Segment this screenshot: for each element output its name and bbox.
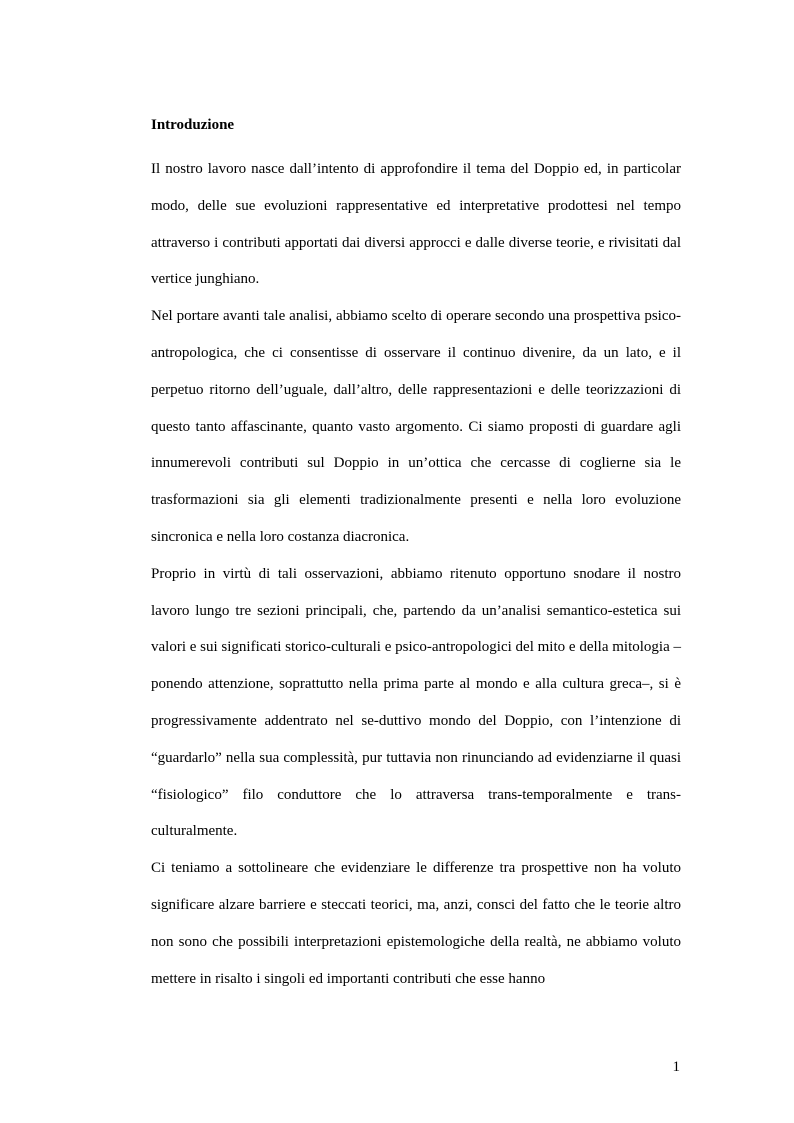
page-number: 1	[672, 1059, 680, 1075]
page-body	[151, 114, 681, 997]
paragraph-1: Il nostro lavoro nasce dall’intento di approfondire il tema del Doppio ed, in particolar modo, delle sue evoluzioni rappresentative ed interpretative prodottesi nel tempo attraverso i contributi apportati dai diversi approcci e dalle diverse teorie, e rivisitati dal vertice junghiano.	[151, 161, 681, 288]
paragraph-3: Proprio in virtù di tali osservazioni, abbiamo ritenuto opportuno snodare il nostro lavoro lungo tre sezioni principali, che, partendo da un’analisi semantico-estetica sui valori e sui significati storico-culturali e psico-antropologici del mito e della mitologia –ponendo attenzione, soprattutto nella prima parte al mondo e alla cultura greca–, si è progressivamente addentrato nel se-duttivo mondo del Doppio, con l’intenzione di “guardarlo” nella sua complessità, pur tuttavia non rinunciando ad evidenziarne il quasi “fisiologico” filo conduttore che lo attraversa trans-temporalmente e trans-culturalmente.	[151, 565, 681, 840]
paragraph-4: Ci teniamo a sottolineare che evidenziare le differenze tra prospettive non ha voluto significare alzare barriere e steccati teorici, ma, anzi, consci del fatto che le teorie altro non sono che possibili interpretazioni epistemologiche della realtà, ne abbiamo voluto mettere in risalto i singoli ed importanti contributi che esse hanno	[151, 860, 681, 987]
paragraph-2: Nel portare avanti tale analisi, abbiamo scelto di operare secondo una prospettiva psico-antropologica, che ci consentisse di osservare il continuo divenire, da un lato, e il perpetuo ritorno dell’uguale, dall’altro, delle rappresentazioni e delle teorizzazioni di questo tanto affascinante, quanto vasto argomento. Ci siamo proposti di guardare agli innumerevoli contributi sul Doppio in un’ottica che cercasse di coglierne sia le trasformazioni sia gli elementi tradizionalmente presenti e nella loro evoluzione sincronica e nella loro costanza diacronica.	[151, 308, 681, 545]
section-heading: Introduzione	[151, 117, 235, 133]
